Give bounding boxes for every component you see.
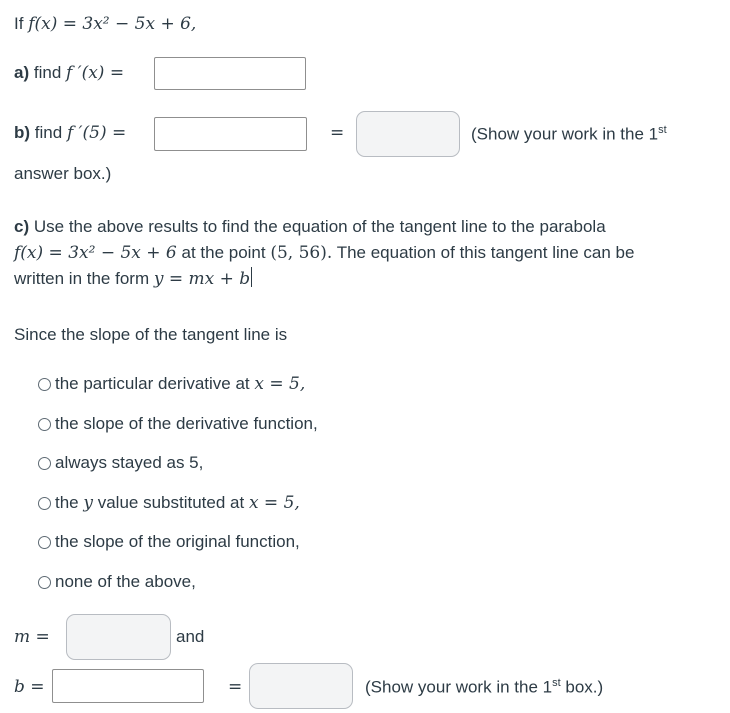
part-c-function: f(x) = 3x² − 5x + 6 xyxy=(14,243,177,263)
part-a-text: find xyxy=(33,63,62,82)
option-none-of-above[interactable] xyxy=(38,572,196,592)
intro-function: f(x) = 3x² − 5x + 6, xyxy=(28,14,197,34)
b-input[interactable] xyxy=(52,669,204,703)
option-slope-original-function[interactable] xyxy=(38,532,300,552)
radio-button[interactable] xyxy=(38,418,51,431)
part-c-line2-end: The equation of this tangent line can be xyxy=(336,243,635,262)
option-math: x = 5, xyxy=(254,374,306,394)
radio-button[interactable] xyxy=(38,497,51,510)
part-c-point: (5, 56). xyxy=(270,243,333,263)
part-b-text: find xyxy=(34,123,63,142)
radio-button[interactable] xyxy=(38,576,51,589)
part-c-form-math: y = mx + b xyxy=(153,269,251,289)
option-text: none of the above, xyxy=(55,572,196,591)
and-text: and xyxy=(176,627,205,646)
part-b-equals: = xyxy=(330,123,345,143)
part-b-prompt xyxy=(14,123,126,143)
part-b-expr: f ′(5) = xyxy=(66,123,127,143)
option-math-y: y xyxy=(83,493,93,513)
option-particular-derivative[interactable] xyxy=(38,374,305,394)
b-label: b = xyxy=(14,677,45,697)
part-c-paragraph xyxy=(14,214,704,292)
option-text: the xyxy=(55,493,79,512)
option-y-value[interactable] xyxy=(38,493,300,513)
part-a-label: a) xyxy=(14,63,30,82)
option-text: the slope of the derivative function, xyxy=(55,414,318,433)
option-text: the particular derivative at xyxy=(55,374,250,393)
part-b-note-sup: st xyxy=(658,124,667,136)
option-math-x: x = 5, xyxy=(248,493,300,513)
intro-if: If xyxy=(14,14,24,33)
part-b-note-prefix: (Show your work in the 1 xyxy=(471,124,659,144)
text-caret xyxy=(251,267,252,287)
b-note-suffix: box.) xyxy=(565,677,604,697)
m-input[interactable] xyxy=(66,614,171,660)
part-c-form-text: written in the form xyxy=(14,269,150,288)
b-note xyxy=(365,677,603,698)
radio-button[interactable] xyxy=(38,457,51,470)
part-b-note-line2: answer box.) xyxy=(14,164,112,183)
part-b-label: b) xyxy=(14,123,31,142)
part-c-label: c) xyxy=(14,217,30,236)
radio-button[interactable] xyxy=(38,378,51,391)
slope-question: Since the slope of the tangent line is xyxy=(14,325,288,344)
part-a-prompt xyxy=(14,63,124,83)
option-slope-derivative-function[interactable] xyxy=(38,414,318,434)
option-text-suffix: value substituted at xyxy=(97,493,245,512)
radio-button[interactable] xyxy=(38,536,51,549)
f-prime-5-input[interactable] xyxy=(154,117,307,151)
option-text: the slope of the original function, xyxy=(55,532,300,551)
option-always-5[interactable] xyxy=(38,453,203,473)
b-result-input[interactable] xyxy=(249,663,353,709)
b-note-sup: st xyxy=(552,677,561,689)
part-c-at-point: at the point xyxy=(181,243,266,262)
part-c-line1: Use the above results to find the equation of the tangent line to the parabola xyxy=(33,217,606,236)
part-a-expr: f ′(x) = xyxy=(66,63,125,83)
option-text: always stayed as 5, xyxy=(55,453,204,472)
f-prime-x-input[interactable] xyxy=(154,57,306,90)
b-equals: = xyxy=(228,677,243,697)
f-prime-5-result-input[interactable] xyxy=(356,111,460,157)
b-note-prefix: (Show your work in the 1 xyxy=(365,677,553,697)
intro-line xyxy=(14,14,196,34)
part-b-note xyxy=(471,124,667,145)
m-label: m = xyxy=(14,627,50,647)
